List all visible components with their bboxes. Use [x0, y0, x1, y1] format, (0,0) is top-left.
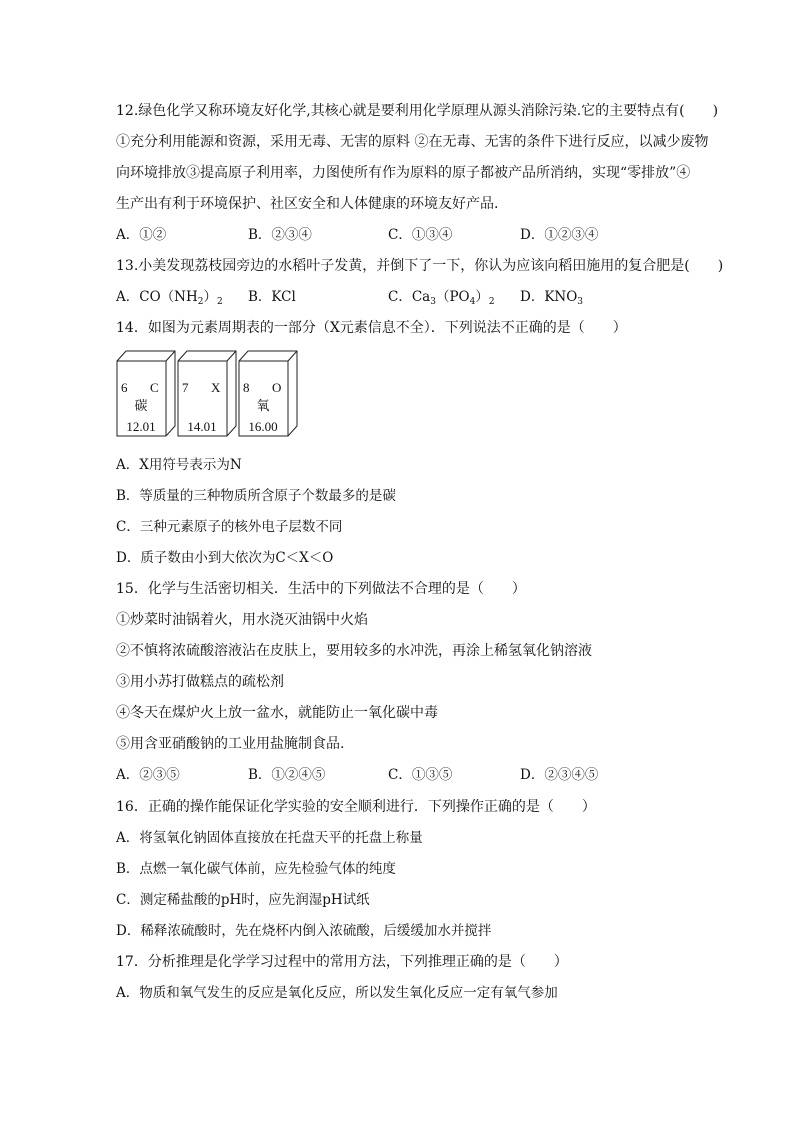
q13-option-a [116, 288, 223, 306]
q16-option-d: D．稀释浓硫酸时，先在烧杯内倒入浓硫酸，后缓缓加水并搅拌 [116, 923, 492, 939]
q14-option-a: A．X用符号表示为N [116, 457, 242, 473]
q13-d-pre: D．KNO [520, 289, 578, 305]
q12-option-b: B．②③④ [248, 227, 312, 243]
q12-line-1: ①充分利用能源和资源，采用无毒、无害的原料 ②在无毒、无害的条件下进行反应，以减少废物 [116, 134, 709, 150]
q15-item-1: ①炒菜时油锅着火，用水浇灭油锅中火焰 [116, 612, 368, 628]
q15-options [0, 766, 794, 784]
q12-option-a: A．①② [116, 227, 167, 243]
q17-stem: 17．分析推理是化学学习过程中的常用方法，下列推理正确的是（ ） [116, 954, 568, 970]
q14-option-d: D．质子数由小到大依次为C＜X＜O [116, 550, 334, 566]
q13-c-sub2: 4 [469, 297, 476, 307]
q13-option-c [388, 288, 495, 306]
q13-c-mid: （PO [435, 289, 470, 305]
atomic-mass: 16.00 [248, 419, 278, 434]
q13-a-pre: A．CO（NH [116, 289, 198, 305]
q16-stem: 16．正确的操作能保证化学实验的安全顺利进行．下列操作正确的是（ ） [116, 799, 596, 815]
q15-item-2: ②不慎将浓硫酸溶液沾在皮肤上，要用较多的水冲洗，再涂上稀氢氧化钠溶液 [116, 643, 592, 659]
atomic-number: 8 [243, 380, 250, 395]
element-symbol: C [150, 380, 159, 395]
q12-line-2: 向环境排放③提高原子利用率，力图使所有作为原料的原子都被产品所消纳，实现“零排放”④ [116, 165, 691, 181]
q17-option-a: A．物质和氧气发生的反应是氧化反应，所以发生氧化反应一定有氧气参加 [116, 985, 558, 1001]
atomic-number: 7 [182, 380, 189, 395]
q13-stem: 13.小美发现荔枝园旁边的水稻叶子发黄，并倒下了一下，你认为应该向稻田施用的复合肥是( ) [116, 258, 724, 274]
element-cell-carbon [116, 349, 176, 437]
q15-option-a: A．②③⑤ [116, 767, 180, 783]
q16-option-a: A．将氢氧化钠固体直接放在托盘天平的托盘上称量 [116, 830, 423, 846]
atomic-mass: 12.01 [126, 419, 156, 434]
element-name: 碳 [134, 398, 148, 413]
element-name: 氧 [256, 398, 270, 413]
q12-stem: 12.绿色化学又称环境友好化学,其核心就是要利用化学原理从源头消除污染.它的主要特点有( ) [116, 103, 719, 119]
q15-option-b: B．①②④⑤ [248, 767, 326, 783]
q13-a-post: ） [203, 289, 217, 305]
q15-option-c: C．①③⑤ [388, 767, 453, 783]
q13-c-sub1: 3 [430, 297, 436, 307]
q12-option-d: D．①②③④ [520, 227, 599, 243]
q13-a-sub1: 2 [197, 297, 204, 307]
q12-options [0, 226, 794, 244]
q15-item-5: ⑤用含亚硝酸钠的工业用盐腌制食品. [116, 736, 345, 752]
atomic-mass: 14.01 [187, 419, 217, 434]
q14-stem: 14．如图为元素周期表的一部分（X元素信息不全）．下列说法不正确的是（ ） [116, 320, 627, 336]
q14-option-c: C．三种元素原子的核外电子层数不同 [116, 519, 343, 535]
q13-d-sub1: 3 [577, 297, 584, 307]
q13-option-d [520, 288, 583, 306]
q13-a-sub2: 2 [216, 297, 223, 307]
q13-options [0, 288, 794, 306]
q13-c-post: ） [475, 289, 489, 305]
element-cell-x [177, 349, 237, 437]
q16-option-b: B．点燃一氧化碳气体前，应先检验气体的纯度 [116, 861, 396, 877]
atomic-number: 6 [121, 380, 128, 395]
q15-stem: 15．化学与生活密切相关．生活中的下列做法不合理的是（ ） [116, 581, 526, 597]
q13-c-sub3: 2 [488, 297, 495, 307]
periodic-table-figure [116, 349, 308, 439]
q13-c-pre: C．Ca [388, 289, 431, 305]
q15-option-d: D．②③④⑤ [520, 767, 599, 783]
q14-option-b: B．等质量的三种物质所含原子个数最多的是碳 [116, 488, 396, 504]
q16-option-c: C．测定稀盐酸的pH时，应先润湿pH试纸 [116, 892, 370, 908]
q15-item-3: ③用小苏打做糕点的疏松剂 [116, 674, 284, 690]
element-symbol: O [272, 380, 282, 395]
q15-item-4: ④冬天在煤炉火上放一盆水，就能防止一氧化碳中毒 [116, 705, 438, 721]
element-cell-oxygen [238, 349, 298, 437]
q13-option-b: B．KCl [248, 289, 296, 305]
element-symbol: X [211, 380, 221, 395]
q12-line-3: 生产出有利于环境保护、社区安全和人体健康的环境友好产品. [116, 196, 499, 212]
q12-option-c: C．①③④ [388, 227, 453, 243]
